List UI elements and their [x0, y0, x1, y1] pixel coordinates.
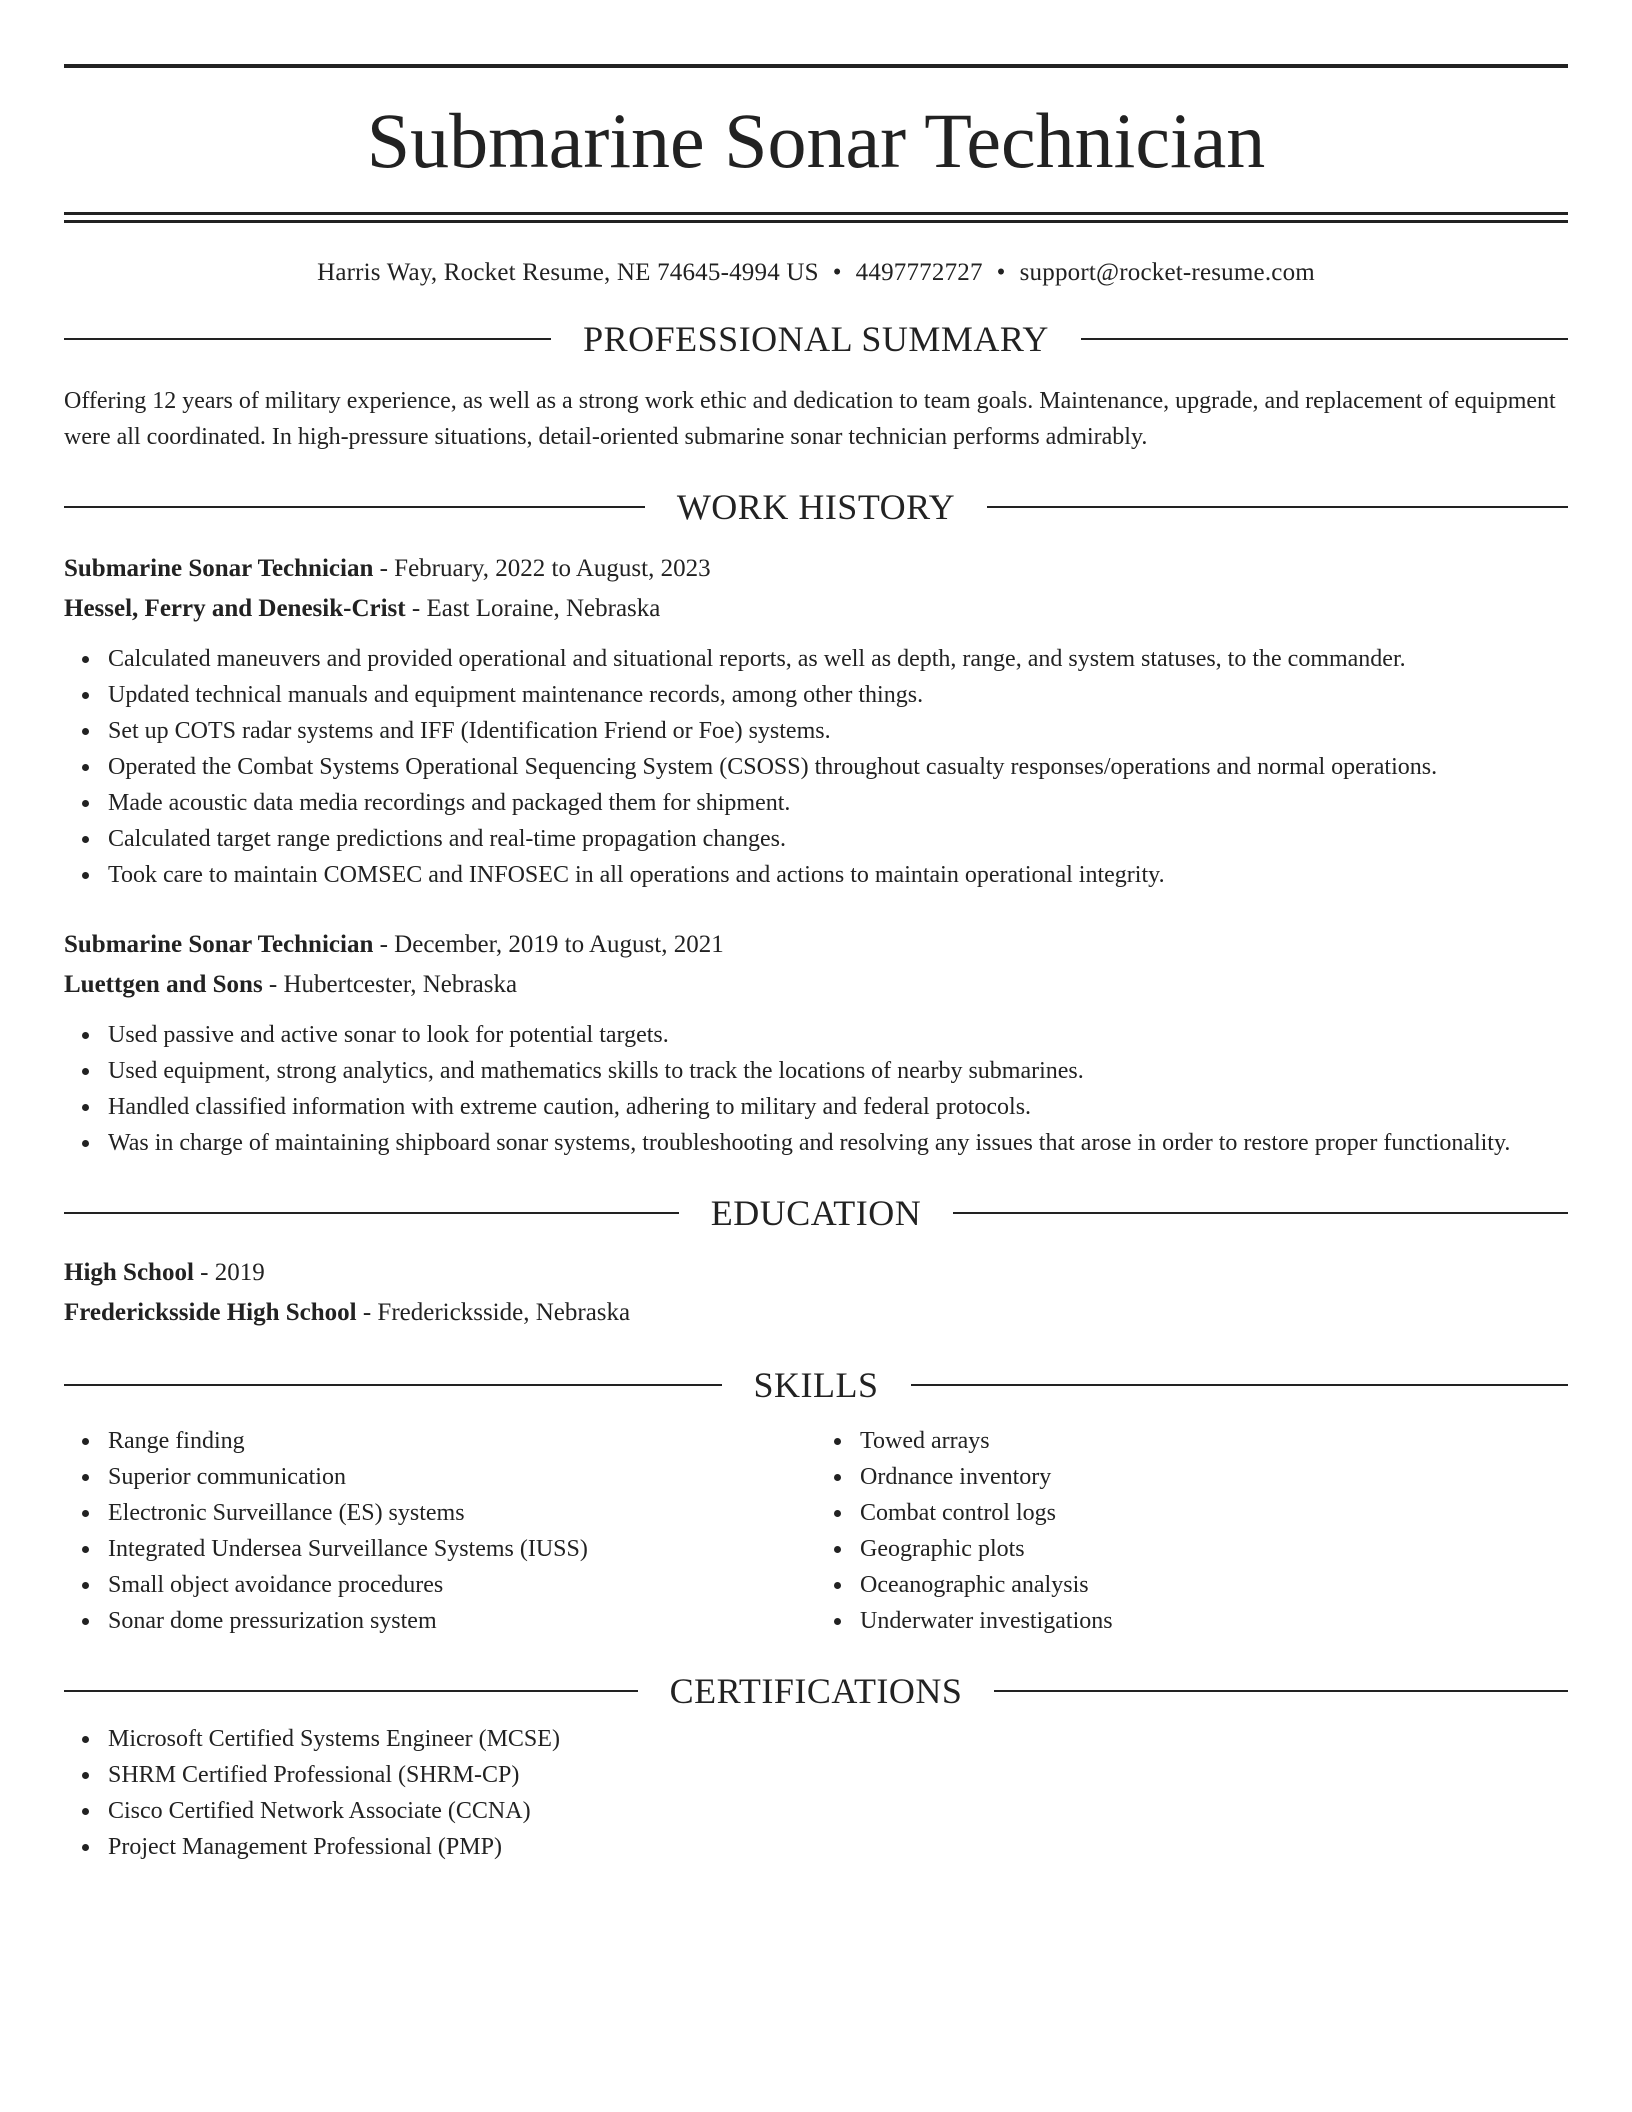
section-rule-right [987, 506, 1568, 508]
section-rule-left [64, 1690, 638, 1692]
list-item: SHRM Certified Professional (SHRM-CP) [108, 1757, 1568, 1793]
list-item: Made acoustic data media recordings and packaged them for shipment. [108, 785, 1568, 821]
education-title: EDUCATION [710, 1193, 922, 1233]
list-item: Set up COTS radar systems and IFF (Identification Friend or Foe) systems. [108, 713, 1568, 749]
contact-address: Harris Way, Rocket Resume, NE 74645-4994 US [317, 259, 819, 286]
section-rule-left [64, 338, 551, 340]
education-school-line [64, 1293, 1568, 1333]
section-rule-right [994, 1690, 1568, 1692]
job-entry [64, 549, 1568, 893]
section-rule-right [953, 1212, 1568, 1214]
list-item: Used passive and active sonar to look for potential targets. [108, 1017, 1568, 1053]
contact-email: support@rocket-resume.com [1019, 259, 1315, 286]
work-title: WORK HISTORY [676, 487, 956, 527]
job-location: - East Loraine, Nebraska [405, 595, 661, 622]
section-rule-left [64, 506, 645, 508]
contact-phone: 4497772727 [855, 259, 983, 286]
list-item: Handled classified information with extreme caution, adhering to military and federal protocols. [108, 1089, 1568, 1125]
section-rule-left [64, 1384, 722, 1386]
job-dates: - February, 2022 to August, 2023 [373, 555, 711, 582]
list-item: Combat control logs [860, 1495, 1568, 1531]
top-rule [64, 64, 1568, 68]
list-item: Towed arrays [860, 1423, 1568, 1459]
list-item: Was in charge of maintaining shipboard sonar systems, troubleshooting and resolving any issues that arose in order to restore proper functionality. [108, 1125, 1568, 1161]
section-rule-right [1081, 338, 1568, 340]
list-item: Calculated target range predictions and real-time propagation changes. [108, 821, 1568, 857]
list-item: Project Management Professional (PMP) [108, 1829, 1568, 1865]
education-degree-line [64, 1253, 1568, 1293]
job-entry [64, 925, 1568, 1161]
list-item: Geographic plots [860, 1531, 1568, 1567]
skills-section-heading [64, 1367, 1568, 1403]
list-item: Oceanographic analysis [860, 1567, 1568, 1603]
list-item: Calculated maneuvers and provided operational and situational reports, as well as depth, range, and system statuses, to the commander. [108, 641, 1568, 677]
job-dates: - December, 2019 to August, 2021 [373, 931, 724, 958]
contact-separator: • [832, 259, 842, 286]
section-rule-right [911, 1384, 1569, 1386]
list-item: Superior communication [108, 1459, 816, 1495]
list-item: Operated the Combat Systems Operational Sequencing System (CSOSS) throughout casualty responses/operations and normal operations. [108, 749, 1568, 785]
contact-separator: • [996, 259, 1006, 286]
list-item: Microsoft Certified Systems Engineer (MCSE) [108, 1721, 1568, 1757]
job-company-line [64, 965, 1568, 1005]
skills-left-list [64, 1423, 816, 1639]
job-company: Hessel, Ferry and Denesik-Crist [64, 595, 406, 622]
job-company-line [64, 589, 1568, 629]
list-item: Took care to maintain COMSEC and INFOSEC in all operations and actions to maintain operational integrity. [108, 857, 1568, 893]
job-bullets [64, 641, 1568, 893]
candidate-name: Submarine Sonar Technician [366, 97, 1266, 184]
job-role: Submarine Sonar Technician [64, 931, 374, 958]
list-item: Integrated Undersea Surveillance Systems (IUSS) [108, 1531, 816, 1567]
job-bullets [64, 1017, 1568, 1161]
list-item: Used equipment, strong analytics, and mathematics skills to track the locations of nearby submarines. [108, 1053, 1568, 1089]
section-rule-left [64, 1212, 679, 1214]
summary-text: Offering 12 years of military experience, as well as a strong work ethic and dedication to team goals. Maintenance, upgrade, and replacement of equipment were all coordinated. In high-pressure situations, detail-oriented submarine sonar technician performs admirably. [64, 388, 1556, 450]
list-item: Range finding [108, 1423, 816, 1459]
education-location: - Fredericksside, Nebraska [356, 1299, 631, 1326]
list-item: Underwater investigations [860, 1603, 1568, 1639]
education-school: Fredericksside High School [64, 1299, 357, 1326]
list-item: Updated technical manuals and equipment maintenance records, among other things. [108, 677, 1568, 713]
skills-columns [64, 1423, 1568, 1639]
work-section-heading [64, 489, 1568, 525]
name-double-rule [64, 212, 1568, 223]
education-entry [64, 1253, 1568, 1333]
job-company: Luettgen and Sons [64, 971, 263, 998]
job-role: Submarine Sonar Technician [64, 555, 374, 582]
list-item: Sonar dome pressurization system [108, 1603, 816, 1639]
skills-title: SKILLS [753, 1365, 879, 1405]
job-title-line [64, 549, 1568, 589]
list-item: Ordnance inventory [860, 1459, 1568, 1495]
list-item: Electronic Surveillance (ES) systems [108, 1495, 816, 1531]
summary-title: PROFESSIONAL SUMMARY [583, 319, 1049, 359]
certifications-title: CERTIFICATIONS [669, 1671, 963, 1711]
job-title-line [64, 925, 1568, 965]
education-year: - 2019 [193, 1259, 265, 1286]
contact-line [64, 259, 1568, 287]
skills-right-list [816, 1423, 1568, 1639]
summary-section-heading [64, 321, 1568, 357]
certifications-section-heading [64, 1673, 1568, 1709]
education-section-heading [64, 1195, 1568, 1231]
job-location: - Hubertcester, Nebraska [262, 971, 518, 998]
list-item: Small object avoidance procedures [108, 1567, 816, 1603]
education-degree: High School [64, 1259, 194, 1286]
certifications-list [64, 1721, 1568, 1865]
list-item: Cisco Certified Network Associate (CCNA) [108, 1793, 1568, 1829]
